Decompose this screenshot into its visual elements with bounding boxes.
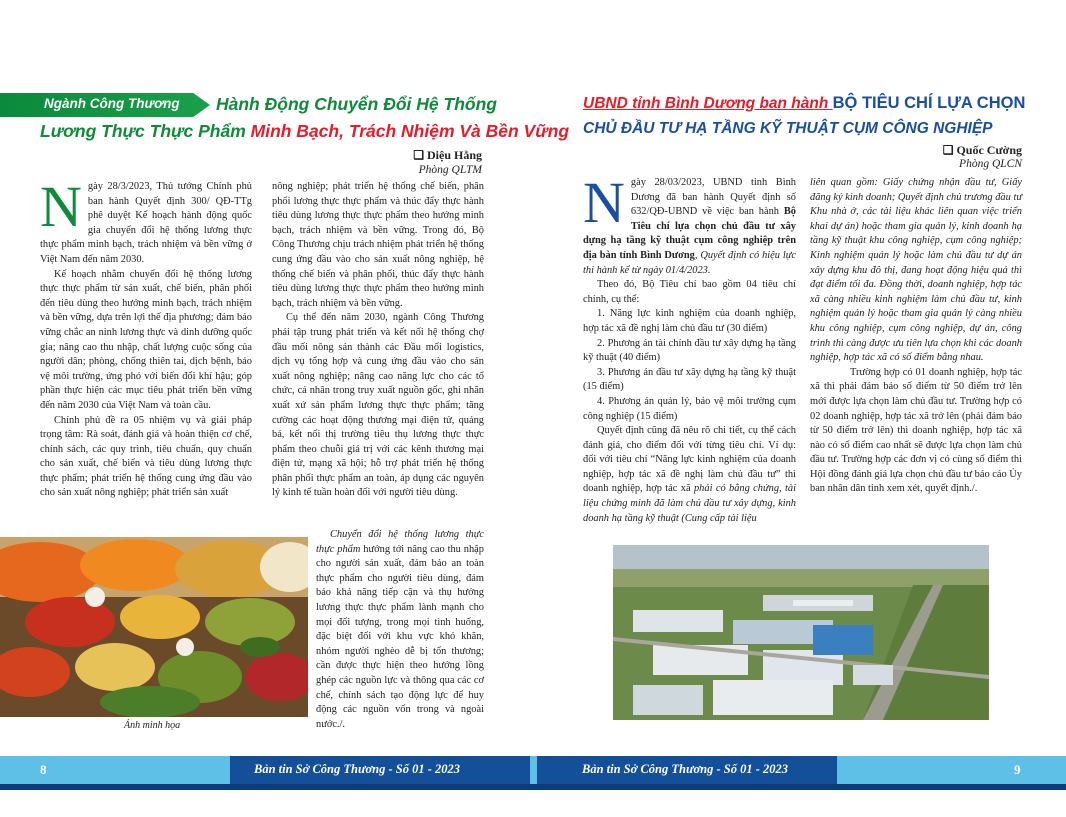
industrial-park-photo (613, 545, 989, 720)
paragraph-bold: Bộ Tiêu chí lựa chọn chủ đầu tư xây dựng hạ tầng kỹ thuật cụm công nghiệp trên địa bàn tỉnh Bình Dương (583, 206, 796, 261)
paragraph: Trường hợp có 01 doanh nghiệp, hợp tác xã thì phải đảm bảo số điểm từ 50 điểm trở lên mới được lựa chọn làm chủ đầu tư. Trường hợp có 02 doanh nghiệp, hợp tác xã trở lên (phải đảm bảo từ 50 điểm trở lên) thì doanh nghiệp, hợp tác xã nào có số điểm cao nhất sẽ được lựa chọn làm chủ đầu tư. Trường hợp các đơn vị có cùng số điểm thì Hội đồng đánh giá lựa chọn chủ đầu tư báo cáo Ủy ban nhân dân tỉnh xem xét, quyết định./. (810, 366, 1022, 495)
paragraph: Quyết định cũng đã nêu rõ chi tiết, cụ thể cách đánh giá, cho điểm đối với từng tiêu chí. Ví dụ: đối với tiêu chí “Năng lực kinh nghiệm của doanh nghiệp, hợp tác xã đề nghị làm chủ đầu tư” thì doanh nghiệp, hợp tác xã (583, 425, 796, 495)
author-name: ❑ Quốc Cường (942, 143, 1022, 157)
paragraph: Theo đó, Bộ Tiêu chí bao gồm 04 tiêu chí chính, cụ thể: (583, 279, 796, 305)
article-title-line1: Hành Động Chuyển Đổi Hệ Thống (216, 94, 497, 114)
spices-image (0, 537, 308, 717)
paragraph-italic: phải có bằng chứng, tài liệu chứng minh đã làm chủ đầu tư xây dựng, kinh doanh hạ tầng kỹ thuật (Cung cấp tài liệu (583, 483, 796, 524)
title-red-part: Minh Bạch, Trách Nhiệm Và Bền Vững (250, 121, 570, 141)
right-column-1 (583, 170, 796, 526)
emphasis-text: Chuyển đổi hệ thống lương thực thực phẩm (316, 529, 484, 555)
footer-bottom-strip (0, 784, 1066, 790)
paragraph: Chính phủ đề ra 05 nhiệm vụ và giải pháp trọng tâm: Rà soát, đánh giá và hoàn thiện cơ chế, chính sách, các quy trình, tiêu chuẩn, quy chuẩn cho sản xuất, chế biến và tiêu dùng lương thực thực phẩm; phát triển hệ thống cung ứng đầu vào cho sản xuất nông nghiệp; phát triển sản xuất (40, 414, 252, 499)
left-column-2-lower (316, 528, 484, 732)
paragraph-italic: liên quan gồm: Giấy chứng nhận đầu tư, Giấy đăng ký kinh doanh; Quyết định chủ trương đầu tư Khu nhà ở, các tài liệu khác liên quan việc triển khai dự án) hoặc tham gia quản lý, kinh doanh hạ tầng kỹ thuật khu công nghiệp, cụm công nghiệp; Kinh nghiệm quản lý hoặc làm chủ đầu tư dự án xây dựng khu đô thị, đang hoạt động hiệu quả thì đạt điểm tối đa. Đồng thời, doanh nghiệp, hợp tác xã càng nhiều kinh nghiệm làm chủ đầu tư, kinh nghiệm quản lý hoặc tham gia quản lý càng nhiều khu công nghiệp, cụm công nghiệp, dự án, công trình thì càng được ưu tiên lựa chọn khi các doanh nghiệp, hợp tác xã có số điểm bằng nhau. (810, 177, 1022, 364)
section-tag: Ngành Công Thương (44, 96, 180, 111)
spices-photo (0, 537, 308, 717)
paragraph: gày 28/3/2023, Thủ tướng Chính phủ ban hành Quyết định 300/ QĐ-TTg phê duyệt Kế hoạch hành động quốc gia chuyển đổi hệ thống lương thực thực phẩm minh bạch, trách nhiệm và bền vững ở Việt Nam đến năm 2030. (40, 181, 252, 265)
paragraph-italic: , Quyết định có hiệu lực thi hành kể từ ngày 01/4/2023. (583, 249, 796, 276)
footer-title-left: Bản tin Sở Công Thương - Số 01 - 2023 (254, 762, 461, 776)
dropcap: N (40, 174, 82, 239)
industrial-park-image (613, 545, 989, 720)
title-red-part: UBND tỉnh Bình Dương ban hành (583, 95, 833, 112)
article-title-line1 (583, 94, 1025, 113)
left-column-1 (40, 174, 252, 501)
list-item: 2. Phương án tài chính đầu tư xây dựng hạ tầng kỹ thuật (40 điểm) (583, 337, 796, 364)
page-number-right: 9 (1014, 762, 1021, 777)
right-page (533, 0, 1066, 817)
author-name: ❑ Diệu Hằng (413, 148, 482, 162)
photo-caption: Ảnh minh họa (124, 720, 181, 731)
page-number-left: 8 (40, 762, 47, 777)
left-column-2 (272, 180, 484, 501)
right-column-2 (810, 176, 1022, 497)
footer-title-right: Bản tin Sở Công Thương - Số 01 - 2023 (582, 762, 789, 776)
list-item: 4. Phương án quản lý, bảo vệ môi trường cụm công nghiệp (15 điểm) (583, 395, 796, 422)
article-title-line2 (40, 121, 569, 142)
footer-bar (0, 756, 1066, 784)
paragraph: nông nghiệp; phát triển hệ thống chế biến, phân phối lương thực thực phẩm và thúc đẩy thực hành tiêu dùng lương thực thực phẩm theo hướng minh bạch, trách nhiệm và bền vững. Trong đó, Bộ Công Thương chịu trách nhiệm phát triển hệ thống cung ứng đầu vào cho sản xuất nông nghiệp, hệ thống chế biến và phân phối, thúc đẩy thực hành tiêu dùng lương thực thực phẩm theo hướng minh bạch, trách nhiệm và bền vững. (272, 181, 484, 309)
paragraph: gày 28/03/2023, UBND tỉnh Bình Dương đã ban hành Quyết định số 632/QĐ-UBND về việc ban hành (630, 177, 796, 218)
list-item: 3. Phương án đầu tư xây dựng hạ tầng kỹ thuật (15 điểm) (583, 366, 796, 393)
title-green-part: Lương Thực Thực Phẩm (40, 121, 251, 141)
paragraph: Kế hoạch nhằm chuyển đổi hệ thống lương thực thực phẩm từ sản xuất, chế biến, phân phối đến tiêu dùng theo hướng minh bạch, trách nhiệm và bền vững, dựa trên lợi thế địa phương; đảm bảo vững chắc an ninh lương thực và dinh dưỡng quốc gia; nâng cao thu nhập, chất lượng cuộc sống của người dân; phòng, chống thiên tai, dịch bệnh, bảo vệ môi trường, ứng phó với biến đổi khí hậu; góp phần thực hiện các mục tiêu phát triển bền vững đến năm 2030 của Việt Nam và toàn cầu. (40, 268, 252, 411)
paragraph: hướng tới nâng cao thu nhập cho người sản xuất, đảm bảo an toàn thực phẩm cho người tiêu dùng, đảm bảo khả năng tiếp cận và thụ hưởng lương thực thực phẩm lành mạnh cho mọi đối tượng, trong mọi tình huống, đặc biệt đối với khu vực khó khăn, nhóm người nghèo dễ bị tổn thương; cần được thực hiện theo hướng lồng ghép các nguồn lực và thông qua các cơ chế, chính sách tạo động lực để huy động các nguồn vốn trong và ngoài nước./. (316, 543, 484, 730)
author-dept: Phòng QLCN (959, 158, 1022, 170)
list-item: 1. Năng lực kinh nghiệm của doanh nghiệp, hợp tác xã đề nghị làm chủ đầu tư (30 điểm) (583, 308, 796, 334)
author-dept: Phòng QLTM (418, 164, 482, 176)
paragraph: Cụ thể đến năm 2030, ngành Công Thương phải tập trung phát triển và kết nối hệ thống chợ đầu mối nông sản thành các Đầu mối logistics, dịch vụ tổng hợp và cung ứng đầu vào cho sản xuất nông nghiệp; nâng cao năng lực cho các tổ chức, cá nhân trong truy xuất nguồn gốc, ghi nhãn xuất xứ sản phẩm lương thực thực phẩm; tăng cường các hoạt động thương mại điện tử, quảng bá, kết nối thị trường tiêu thụ lương thực thực phẩm theo chuỗi giá trị với các kênh thương mại điện tử, mạng xã hội; hỗ trợ phát triển hệ thống phân phối thực phẩm an toàn, áp dụng các nguyên lý kinh tế tuần hoàn đối với người tiêu dùng. (272, 312, 484, 499)
title-blue-part: BỘ TIÊU CHÍ LỰA CHỌN (832, 94, 1026, 112)
article-title-line2: CHỦ ĐẦU TƯ HẠ TẦNG KỸ THUẬT CỤM CÔNG NGHIỆP (583, 120, 993, 137)
dropcap: N (583, 170, 625, 235)
